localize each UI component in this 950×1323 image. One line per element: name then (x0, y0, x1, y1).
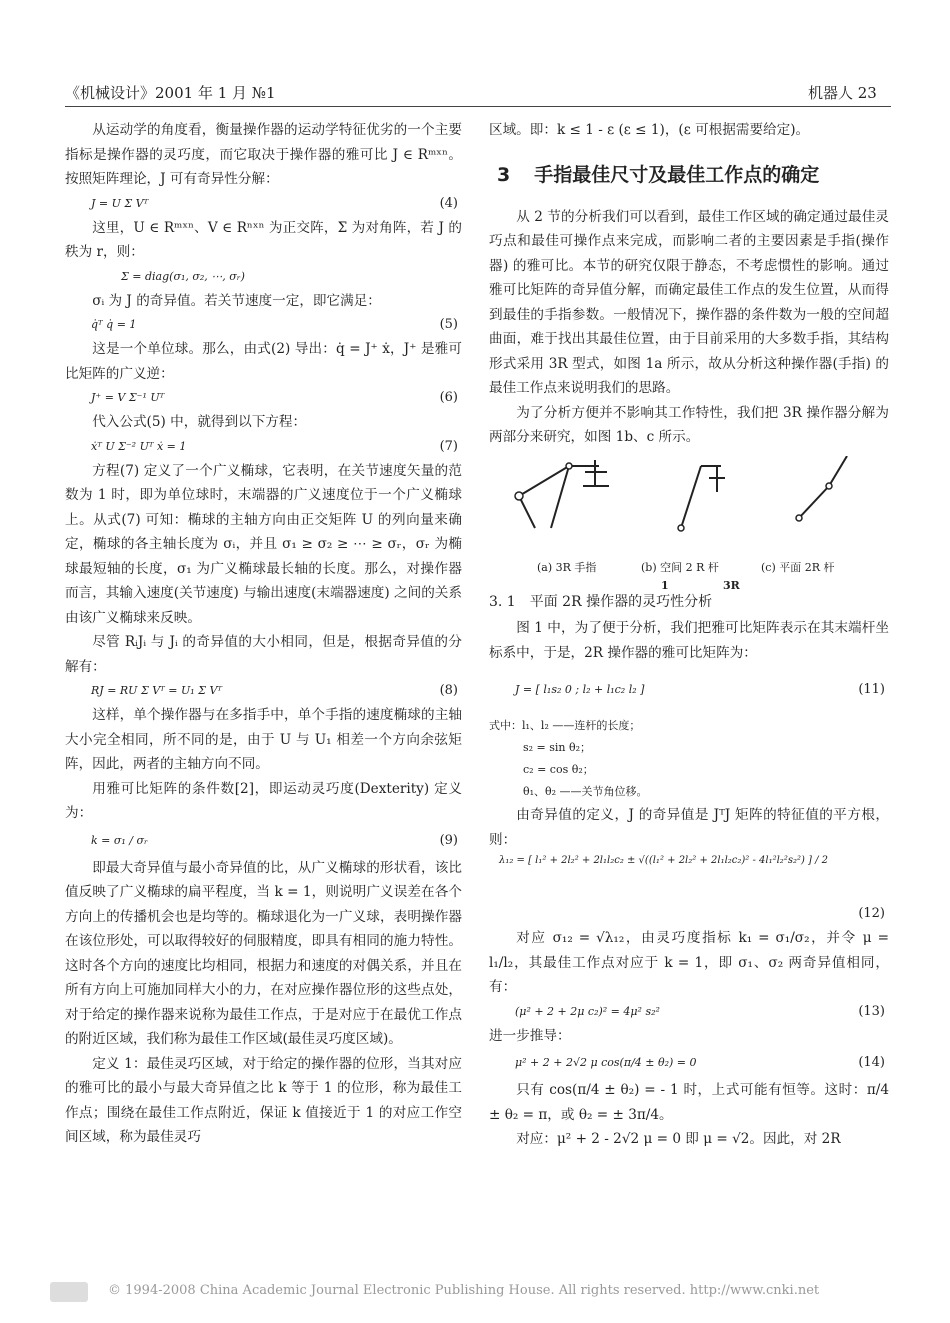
where-line: 式中：l₁、l₂ ——连杆的长度； (489, 719, 641, 732)
paragraph: 代入公式(5) 中，就得到以下方程： (92, 414, 307, 430)
equation-6 (65, 386, 462, 410)
paragraph: 从运动学的角度看，衡量操作器的运动学特征优劣的一个主要指标是操作器的灵巧度，而它取决于操作器的雅可比 J ∈ Rᵐˣⁿ。按照矩阵理论，J 可有奇异性分解： (65, 122, 462, 187)
subsection-heading: 3. 1 平面 2R 操作器的灵巧性分析 (489, 593, 713, 610)
caption-b: (b) 空间 2 R 杆 (641, 560, 719, 574)
equation-number: (5) (439, 317, 458, 332)
paragraph: 这样，单个操作器与在多指手中，单个手指的速度椭球的主轴大小完全相同，所不同的是，由于 U 与 U₁ 相差一个方向余弦矩阵，因此，两者的主轴方向不同。 (65, 707, 462, 772)
equation-text: ẋᵀ U Σ⁻² Uᵀ ẋ = 1 (91, 439, 187, 453)
paragraph: 为了分析方便并不影响其工作特性，我们把 3R 操作器分解为两部分来研究，如图 1b、c 所示。 (489, 404, 889, 445)
equation-number: (8) (439, 683, 458, 698)
paragraph: 即最大奇异值与最小奇异值的比，从广义椭球的形状看，该比值反映了广义椭球的扁平程度，当 k = 1，则说明广义误差在各个方向上的传播机会也是均等的。椭球退化为一广义球，表明操作器在该位形处，可以取得较好的伺服精度，即具有相同的施力特性。这时各个方向的速度比均相同，根据力和速度的对偶关系，并且在所有方向上可施加同样大小的力，在对应操作器位形的这些点处，对于给定的操作器来说称为最佳工作点，于是对应于在最优工作点的附近区域，我们称为最佳工作区域(最佳灵巧度区域)。 (65, 859, 462, 1047)
equation-7 (65, 435, 462, 459)
equation-text: q̇ᵀ q̇ = 1 (91, 318, 137, 331)
caption-a: (a) 3R 手指 (537, 560, 597, 574)
paragraph: 由奇异值的定义，J 的奇异值是 JᵀJ 矩阵的特征值的平方根，则： (489, 807, 889, 848)
paragraph: 对应 σ₁₂ = √λ₁₂，由灵巧度指标 k₁ = σ₁/σ₂，并令 μ = l₁/l₂，其最佳工作点对应于 k = 1，即 σ₁、σ₂ 两奇异值相同，有： (489, 930, 889, 995)
paragraph: 对应：μ² + 2 - 2√2 μ = 0 即 μ = √2。因此，对 2R (516, 1131, 841, 1147)
paragraph: 方程(7) 定义了一个广义椭球，它表明，在关节速度矢量的范数为 1 时，即为单位球时，末端器的广义速度位于一个广义椭球上。从式(7) 可知：椭球的主轴方向由正交矩阵 U 的列向量来确定，椭球的各主轴长度为 σᵢ，并且 σ₁ ≥ σ₂ ≥ ⋯ ≥ σᵣ，σᵣ 为椭球最短轴的长度，σ₁ 为广义椭球最长轴的长度。那么，对操作器而言，其输入速度(关节速度) 与输出速度(末端器速度) 之间的关系由该广义椭球来反映。 (65, 462, 462, 626)
equation-number: (12) (858, 906, 885, 921)
equation-14 (489, 1048, 889, 1078)
equation-text: RJ = RU Σ Vᵀ = U₁ Σ Vᵀ (91, 684, 223, 697)
equation-text: J⁺ = V Σ⁻¹ Uᵀ (91, 391, 165, 404)
equation-13 (489, 1000, 889, 1024)
equation-number: (4) (439, 195, 458, 211)
equation-text: (μ² + 2 + 2μ c₂)² = 4μ² s₂² (515, 1004, 660, 1018)
equation-number: (7) (439, 438, 458, 454)
equation-text: Σ = diag(σ₁, σ₂, ⋯, σᵣ) (121, 269, 245, 283)
equation-12-number (489, 902, 889, 926)
journal-header: 《机械设计》2001 年 1 月 №1 (65, 84, 276, 102)
where-line: c₂ = cos θ₂； (523, 763, 594, 776)
equation-number: (14) (858, 1055, 885, 1070)
where-line: θ₁、θ₂ ——关节角位移。 (523, 785, 648, 798)
equation-12 (489, 852, 889, 902)
equation-diag (65, 265, 462, 289)
section-number: 3 (497, 163, 511, 186)
equation-number: (6) (439, 390, 458, 405)
equation-11 (489, 665, 889, 715)
equation-text: μ² + 2 + 2√2 μ cos(π/4 ± θ₂) = 0 (515, 1056, 697, 1069)
copyright-footer (50, 1280, 910, 1304)
equation-number: (11) (858, 682, 885, 697)
equation-number: (9) (439, 832, 458, 848)
paragraph: σᵢ 为 J 的奇异值。若关节速度一定，即它满足： (92, 292, 381, 309)
paragraph: 定义 1：最佳灵巧区域，对于给定的操作器的位形，当其对应的雅可比的最小与最大奇异值之比 k 等于 1 的位形，称为最佳工作点；围绕在最佳工作点附近，保证 k 值接近于 1 的对应工作空间区域，称为最佳灵巧 (65, 1055, 462, 1145)
paragraph: 进一步推导： (489, 1027, 571, 1044)
finger-linkage-diagram (499, 456, 879, 556)
paragraph: 只有 cos(π/4 ± θ₂) = - 1 时，上式可能有恒等。这时：π/4 ± θ₂ = π，或 θ₂ = ± 3π/4。 (489, 1082, 889, 1123)
figure-1 (489, 456, 889, 592)
where-line: s₂ = sin θ₂； (523, 741, 592, 754)
paragraph: 用雅可比矩阵的条件数[2]，即运动灵巧度(Dexterity) 定义为： (65, 780, 462, 821)
equation-text: λ₁₂ = [ l₁² + 2l₂² + 2l₁l₂c₂ ± √((l₁² + 2l₂² + 2l₁l₂c₂)² - 4l₁²l₂²s₂²) ] / 2 (499, 855, 829, 866)
copyright-text: © 1994-2008 China Academic Journal Electronic Publishing House. All rights reserved. http://www.cnki.net (108, 1283, 820, 1298)
caption-c: (c) 平面 2R 杆 (761, 560, 835, 574)
section-page-header: 机器人 23 (808, 84, 877, 102)
paragraph: 尽管 RᵢJᵢ 与 Jᵢ 的奇异值的大小相同，但是，根据奇异值的分解有： (65, 634, 462, 675)
header-rule (65, 106, 891, 107)
where-clause (489, 715, 889, 803)
right-column (489, 118, 889, 1152)
cnki-logo (50, 1282, 88, 1302)
paragraph: 区域。即：k ≤ 1 - ε (ε ≤ 1)，(ε 可根据需要给定)。 (489, 122, 810, 138)
paragraph: 图 1 中，为了便于分析，我们把雅可比矩阵表示在其末端杆坐标系中，于是，2R 操作器的雅可比矩阵为： (489, 620, 889, 661)
equation-text: J = [ l₁s₂ 0 ; l₂ + l₁c₂ l₂ ] (515, 683, 645, 696)
paragraph: 这是一个单位球。那么，由式(2) 导出：q̇ = J⁺ ẋ，J⁺ 是雅可比矩阵的广义逆： (65, 341, 462, 382)
paragraph: 这里，U ∈ Rᵐˣⁿ、V ∈ Rⁿˣⁿ 为正交阵，Σ 为对角阵，若 J 的秩为 r，则： (65, 219, 462, 260)
paragraph: 从 2 节的分析我们可以看到，最佳工作区域的确定通过最佳灵巧点和最佳可操作点来完成，而影响二者的主要因素是手指(操作器) 的雅可比。本节的研究仅限于静态，不考虑惯性的影响。通过雅可比矩阵的奇异值分解，而确定最佳工作点的发生位置，从而得到最佳的手指参数。一般情况下，操作器的条件数为一般的空间超曲面，难于找出其最佳位置，由于目前采用的大多数手指，其结构形式采用 3R 型式，如图 1a 所示，故从分析这种操作器(手指) 的最佳工作点来说明我们的思路。 (489, 208, 889, 396)
equation-8 (65, 679, 462, 703)
figure-number: 1 (661, 578, 669, 592)
equation-text: k = σ₁ / σᵣ (91, 833, 148, 847)
equation-text: J = U Σ Vᵀ (91, 196, 149, 210)
section-heading (497, 161, 889, 189)
equation-5 (65, 313, 462, 337)
equation-number: (13) (858, 1003, 885, 1019)
left-column (65, 118, 462, 1150)
figure-label: 3R (723, 578, 740, 592)
equation-4 (65, 192, 462, 216)
section-title: 手指最佳尺寸及最佳工作点的确定 (534, 163, 820, 186)
equation-9 (65, 826, 462, 856)
